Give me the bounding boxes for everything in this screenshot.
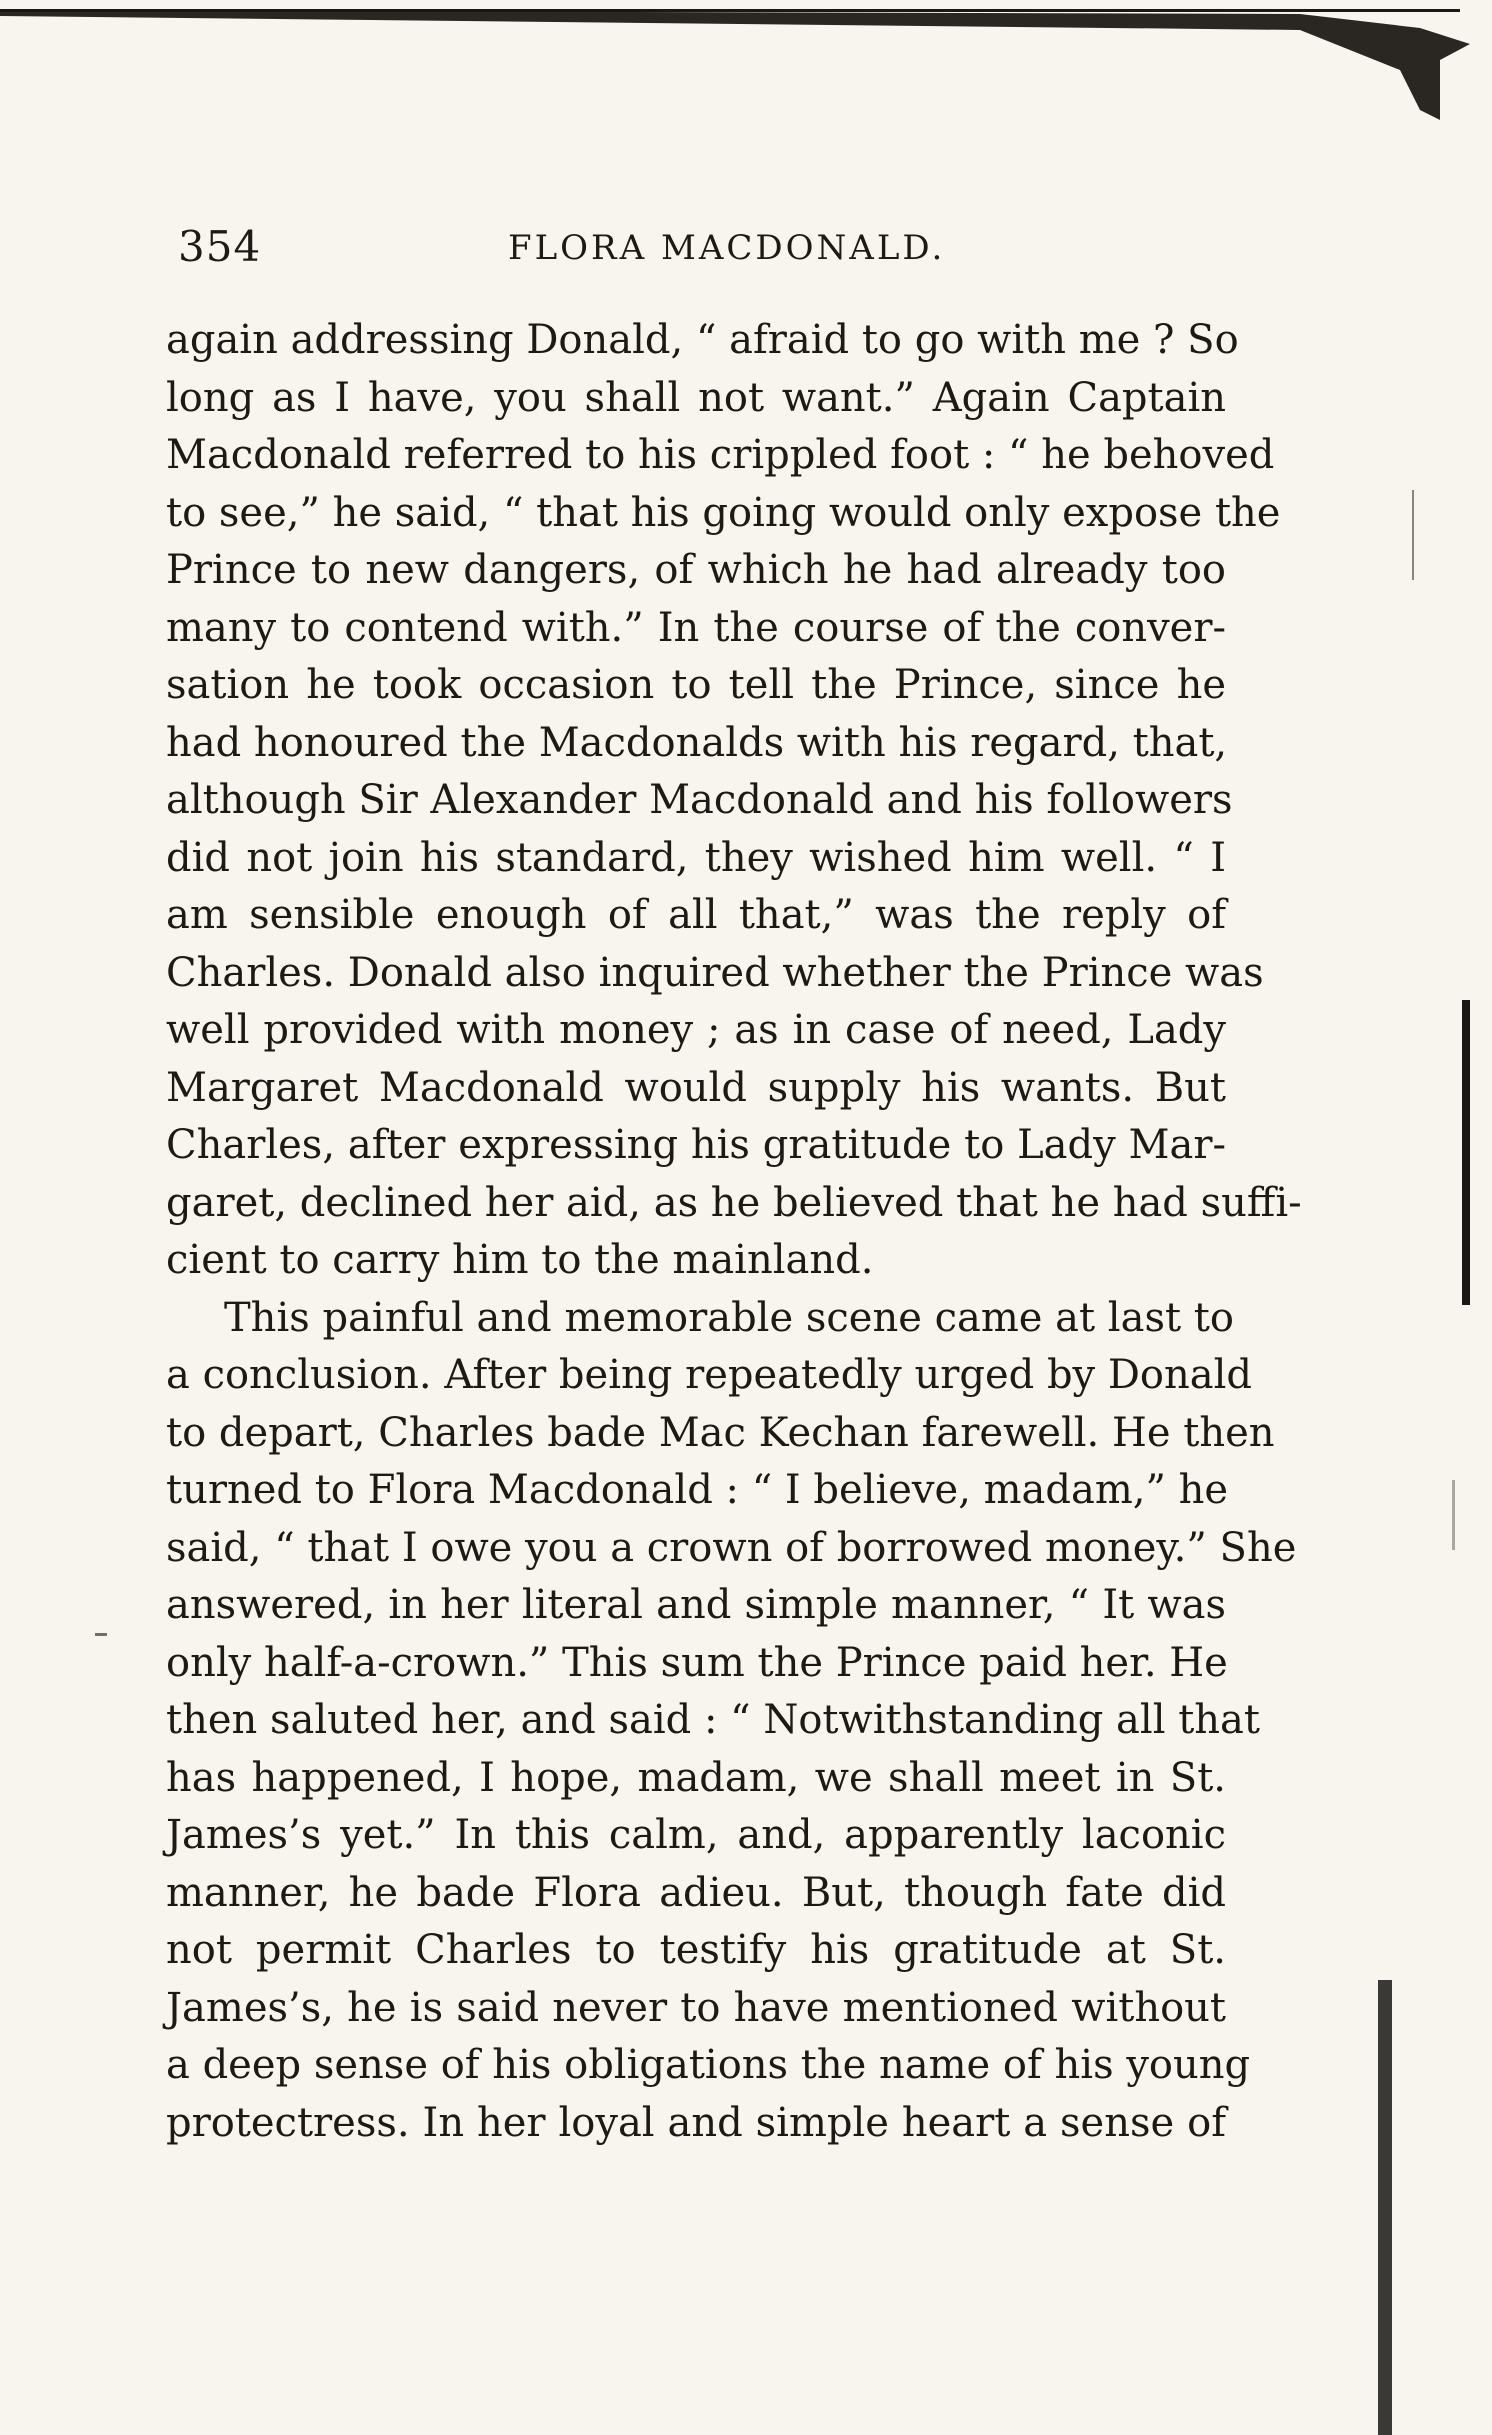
header-title: FLORA MACDONALD. [508,228,946,268]
text-line: James’s, he is said never to have mentioned without [166,1984,1226,2031]
margin-scan-mark [1378,1980,1392,2435]
text-line: said, “ that I owe you a crown of borrowed money.” She [166,1524,1297,1571]
margin-scan-mark [1412,490,1414,580]
text-line: a conclusion. After being repeatedly urged by Donald [166,1352,1253,1398]
text-line: again addressing Donald, “ afraid to go with me ? So [166,317,1239,363]
text-line: garet, declined her aid, as he believed that he had suffi- [166,1179,1302,1226]
text-line: only half-a-crown.” This sum the Prince paid her. He [166,1639,1228,1686]
text-line: long as I have, you shall not want.” Again Captain [166,374,1226,421]
margin-scan-mark [95,1633,107,1636]
text-line: a deep sense of his obligations the name of his young [166,2042,1251,2088]
page-number: 354 [178,222,262,271]
text-line: James’s yet.” In this calm, and, apparently laconic [166,1812,1226,1858]
text-line: Macdonald referred to his crippled foot : “ he behoved [166,432,1275,478]
text-line: sation he took occasion to tell the Prince, since he [166,662,1226,708]
text-line: had honoured the Macdonalds with his regard, that, [166,719,1228,766]
paragraph-start-line: This painful and memorable scene came at last to [224,1294,1234,1341]
text-line: am sensible enough of all that,” was the reply of [166,892,1226,938]
text-line: cient to carry him to the mainland. [166,1237,874,1283]
text-line: did not join his standard, they wished him well. “ I [166,834,1226,881]
running-head [178,222,1228,282]
text-line: well provided with money ; as in case of need, Lady [166,1007,1226,1053]
text-line: to depart, Charles bade Mac Kechan farewell. He then [166,1409,1275,1456]
text-line: answered, in her literal and simple manner, “ It was [166,1582,1226,1628]
margin-scan-mark [1452,1480,1455,1550]
text-line: many to contend with.” In the course of the conver- [166,604,1226,651]
text-line: has happened, I hope, madam, we shall meet in St. [166,1754,1226,1801]
top-edge-rule [0,0,1492,140]
text-line: Margaret Macdonald would supply his wants. But [166,1064,1226,1111]
body-text [166,312,1302,2152]
text-line: protectress. In her loyal and simple heart a sense of [166,2099,1226,2146]
text-line: then saluted her, and said : “ Notwithstanding all that [166,1697,1260,1743]
text-line: Charles. Donald also inquired whether the Prince was [166,949,1264,996]
text-line: Charles, after expressing his gratitude to Lady Mar- [166,1122,1226,1168]
text-line: manner, he bade Flora adieu. But, though fate did [166,1869,1226,1916]
text-line: Prince to new dangers, of which he had already too [166,547,1226,593]
text-line: not permit Charles to testify his gratitude at St. [166,1927,1226,1973]
text-line: to see,” he said, “ that his going would only expose the [166,489,1281,536]
text-line: although Sir Alexander Macdonald and his followers [166,777,1233,823]
text-line: turned to Flora Macdonald : “ I believe, madam,” he [166,1467,1229,1513]
margin-scan-mark [1462,1000,1470,1305]
